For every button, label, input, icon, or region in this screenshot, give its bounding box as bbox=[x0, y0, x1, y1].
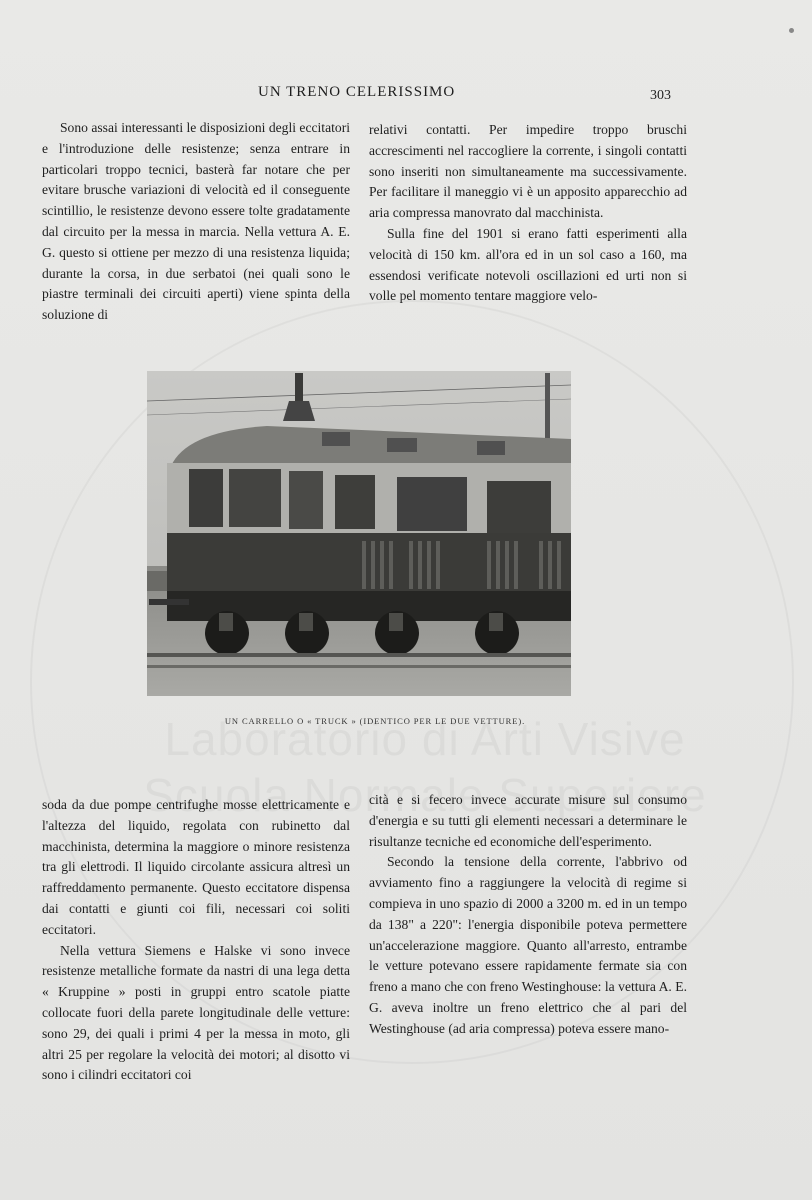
paragraph: Sulla fine del 1901 si erano fatti esperimenti alla velocità di 150 km. all'ora ed in un sol caso a 160, ma essendosi verificate notevoli oscillazioni ed urti non si volle pel momento tentare maggiore velo- bbox=[369, 225, 687, 304]
running-head: UN TRENO CELERISSIMO bbox=[258, 84, 456, 100]
paragraph: relativi contatti. Per impedire troppo bruschi accrescimenti nel raccogliere la corrente, i singoli contatti sono inseriti non simultaneamente ma successivamente. Per facilitare il maneggio vi è un apposito apparecchio ad aria compressa manovrato dal macchinista. bbox=[369, 122, 687, 221]
paragraph: soda da due pompe centrifughe mosse elettricamente e l'altezza del liquido, regolata con rubinetto dal macchinista, determina la maggiore o minore resistenza tra gli elettrodi. Il liquido circolante assicura altresì un raffreddamento permanente. Questo eccitatore dispensa dai contatti e giunti coi fili, necessari coi soliti eccitatori. bbox=[42, 797, 350, 937]
paragraph: Sono assai interessanti le disposizioni degli eccitatori e l'introduzione delle resistenze; senza entrare in particolari troppo tecnici, basterà far notare che per evitare brusche variazioni di velocità ed il conseguente scintillio, le resistenze devono essere tolte gradatamente dal circuito per la messa in marcia. Nella vettura A. E. G. questo si ottiene per mezzo di una resistenza liquida; durante la corsa, in due serbatoi (nei quali sono le piastre terminali dei circuiti aperti) viene spinta della soluzione di bbox=[42, 120, 350, 323]
paper-speck bbox=[789, 28, 794, 33]
paragraph: Nella vettura Siemens e Halske vi sono invece resistenze metalliche formate da nastri di una lega detta « Kruppine » posti in gruppi entro scatole piatte collocate fuori della parete longitudinale delle vetture: sono 29, dei quali i primi 4 per la messa in moto, gli altri 25 per regolare la velocità dei motori; al disotto vi sono i cilindri eccitatori coi bbox=[42, 942, 350, 1083]
page-number: 303 bbox=[650, 88, 671, 103]
tram-truck-photograph bbox=[147, 371, 571, 696]
column-bottom-right bbox=[369, 790, 687, 1040]
paragraph: Secondo la tensione della corrente, l'abbrivo od avviamento fino a raggiungere la velocità di regime si compieva in uno spazio di 2000 a 3200 m. ed in un tempo da 138" a 220": l'energia disponibile poteva permettere un'accelerazione maggiore. Quanto all'arresto, entrambe le vetture potevano essere rapidamente fermate sia con freno a mano che con freno Westinghouse: la vettura A. E. G. aveva inoltre un freno elettrico che al pari del Westinghouse (ad aria compressa) poteva essere mano- bbox=[369, 854, 687, 1036]
column-top-left bbox=[42, 118, 350, 326]
figure-caption: UN CARRELLO O « TRUCK » (IDENTICO PER LE DUE VETTURE). bbox=[224, 716, 526, 726]
column-top-right bbox=[369, 120, 687, 307]
paragraph: cità e si fecero invece accurate misure sul consumo d'energia e su tutti gli elementi necessari a determinare le risultanze tecniche ed economiche dell'esperimento. bbox=[369, 792, 687, 849]
column-bottom-left bbox=[42, 795, 350, 1086]
